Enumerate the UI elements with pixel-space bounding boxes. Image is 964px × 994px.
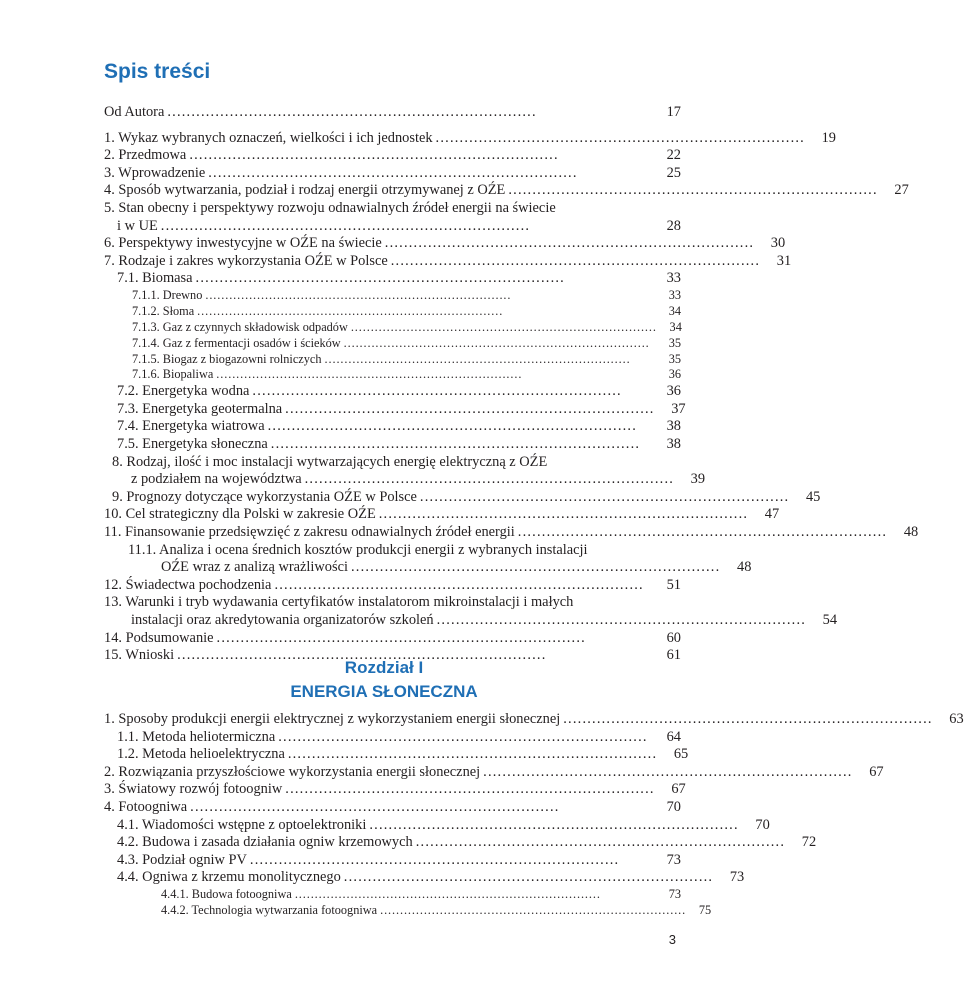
toc-page-number: 48 bbox=[903, 524, 919, 541]
toc-page-number: 70 bbox=[755, 816, 770, 833]
dot-leader: ............................................................................. bbox=[190, 798, 560, 815]
toc-entry-title: 4.1. Wiadomości wstępne z optoelektroniki bbox=[117, 816, 367, 833]
toc-entry[interactable] bbox=[0, 367, 768, 383]
toc-page-number: 73 bbox=[729, 869, 745, 886]
toc-page-number: 60 bbox=[666, 629, 681, 646]
toc-entry-title: 7.4. Energetyka wiatrowa bbox=[117, 418, 265, 435]
toc-entry[interactable] bbox=[0, 488, 821, 507]
dot-leader: ............................................................................. bbox=[197, 303, 504, 318]
dot-leader: ............................................................................. bbox=[419, 488, 790, 505]
toc-entry[interactable] bbox=[0, 746, 768, 764]
chapter-title: ENERGIA SŁONECZNA bbox=[290, 682, 478, 701]
toc-entry[interactable] bbox=[0, 270, 768, 288]
toc-entry[interactable] bbox=[0, 524, 919, 542]
toc-page-number: 67 bbox=[671, 781, 686, 798]
dot-leader: ............................................................................. bbox=[285, 400, 655, 417]
toc-entry-title: 11. Finansowanie przedsięwzięć z zakresu odnawialnych źródeł energii bbox=[104, 524, 515, 541]
toc-entry-title: 7.1.6. Biopaliwa bbox=[132, 367, 214, 382]
dot-leader: ............................................................................. bbox=[378, 506, 749, 523]
dot-leader: ............................................................................. bbox=[189, 147, 559, 164]
toc-entry[interactable] bbox=[0, 799, 768, 817]
toc-entry-title: 4.2. Budowa i zasada działania ogniw krzemowych bbox=[117, 834, 413, 851]
toc-page-number: 36 bbox=[668, 367, 681, 382]
toc-entry-title: i w UE bbox=[117, 217, 158, 234]
toc-page-number: 33 bbox=[666, 270, 681, 287]
dot-leader: ............................................................................. bbox=[435, 129, 805, 146]
dot-leader: ............................................................................. bbox=[205, 287, 512, 302]
dot-leader: ............................................................................. bbox=[517, 524, 888, 541]
toc-entry-title: 7. Rodzaje i zakres wykorzystania OŹE w Polsce bbox=[104, 252, 388, 269]
dot-leader: ............................................................................. bbox=[249, 851, 620, 868]
dot-leader: ............................................................................. bbox=[274, 576, 644, 593]
toc-entry[interactable] bbox=[0, 336, 768, 352]
dot-leader: ............................................................................. bbox=[384, 235, 755, 252]
toc-entry-title: 1.1. Metoda heliotermiczna bbox=[117, 728, 276, 745]
toc-page-number: 30 bbox=[770, 235, 786, 252]
page-title: Spis treści bbox=[104, 60, 211, 83]
toc-entry-title: 7.5. Energetyka słoneczna bbox=[117, 436, 268, 453]
dot-leader: ............................................................................. bbox=[208, 164, 578, 181]
toc-entry[interactable] bbox=[0, 218, 768, 236]
toc-page-number: 28 bbox=[666, 217, 681, 234]
toc-entry[interactable] bbox=[0, 200, 768, 218]
toc-page-number: 54 bbox=[822, 612, 838, 628]
toc-entry-title: 13. Warunki i tryb wydawania certyfikatów instalatorom mikroinstalacji i małych bbox=[104, 594, 574, 611]
toc-entry-title: 4. Fotoogniwa bbox=[104, 798, 188, 815]
toc-entry-title: 7.3. Energetyka geotermalna bbox=[117, 400, 283, 417]
toc-page-number: 73 bbox=[666, 851, 681, 868]
toc-entry-title: 3. Wprowadzenie bbox=[104, 164, 206, 181]
toc-entry-title: Od Autora bbox=[104, 104, 165, 120]
toc-main-list bbox=[0, 104, 919, 665]
dot-leader: ............................................................................. bbox=[343, 335, 650, 350]
toc-entry[interactable] bbox=[0, 471, 768, 489]
toc-entry[interactable] bbox=[0, 781, 768, 799]
toc-entry-title: 14. Podsumowanie bbox=[104, 629, 214, 646]
dot-leader: ............................................................................. bbox=[483, 763, 853, 780]
toc-page-number: 31 bbox=[776, 252, 792, 269]
toc-entry-title: 2. Rozwiązania przyszłościowe wykorzystania energii słonecznej bbox=[104, 763, 481, 780]
toc-page-number: 51 bbox=[666, 576, 681, 593]
toc-entry[interactable] bbox=[0, 506, 780, 524]
dot-leader: ............................................................................. bbox=[287, 746, 658, 763]
toc-entry[interactable] bbox=[0, 383, 768, 401]
toc-entry-title: 4.3. Podział ogniw PV bbox=[117, 851, 247, 868]
toc-page-number: 72 bbox=[801, 834, 817, 851]
toc-entry-title: z podziałem na województwa bbox=[131, 471, 302, 488]
toc-entry-title: 4. Sposób wytwarzania, podział i rodzaj energii otrzymywanej z OŹE bbox=[104, 182, 506, 199]
toc-page-number: 63 bbox=[949, 711, 964, 727]
toc-entry[interactable] bbox=[0, 401, 768, 419]
dot-leader: ............................................................................. bbox=[177, 647, 547, 664]
toc-entry[interactable] bbox=[0, 182, 909, 200]
toc-entry[interactable] bbox=[0, 763, 884, 782]
dot-leader: ............................................................................. bbox=[324, 351, 631, 366]
toc-entry-title: 1. Sposoby produkcji energii elektrycznej z wykorzystaniem energii słonecznej bbox=[104, 711, 561, 727]
dot-leader: ............................................................................. bbox=[343, 869, 714, 886]
toc-entry-title: 4.4. Ogniwa z krzemu monolitycznego bbox=[117, 869, 341, 886]
toc-entry[interactable] bbox=[0, 288, 768, 304]
dot-leader: ............................................................................. bbox=[270, 436, 641, 453]
toc-entry-title: 7.1.3. Gaz z czynnych składowisk odpadów bbox=[132, 319, 348, 334]
toc-page-number: 19 bbox=[821, 129, 836, 146]
toc-entry-title: 9. Prognozy dotyczące wykorzystania OŹE w Polsce bbox=[112, 488, 417, 505]
toc-page-number: 36 bbox=[666, 383, 681, 400]
toc-page-number: 38 bbox=[666, 418, 681, 435]
toc-page-number: 61 bbox=[666, 647, 681, 664]
toc-page-number: 39 bbox=[690, 471, 706, 488]
toc-entry[interactable] bbox=[0, 418, 768, 436]
toc-entry[interactable] bbox=[0, 454, 768, 472]
toc-entry[interactable] bbox=[0, 129, 836, 148]
dot-leader: ............................................................................. bbox=[350, 319, 657, 334]
toc-entry[interactable] bbox=[0, 577, 768, 595]
toc-entry-title: 4.4.2. Technologia wytwarzania fotoogniwa bbox=[161, 902, 378, 917]
dot-leader: ............................................................................. bbox=[267, 418, 638, 435]
toc-entry-title: 3. Światowy rozwój fotoogniw bbox=[104, 781, 283, 798]
toc-entry-title: 4.4.1. Budowa fotoogniwa bbox=[161, 886, 292, 901]
toc-entry[interactable] bbox=[0, 817, 768, 835]
toc-page-number: 35 bbox=[668, 335, 681, 350]
toc-entry-title: 6. Perspektywy inwestycyjne w OŹE na świecie bbox=[104, 235, 382, 252]
toc-entry[interactable] bbox=[0, 594, 768, 612]
toc-page-number: 33 bbox=[668, 287, 681, 302]
toc-entry[interactable] bbox=[0, 729, 768, 747]
toc-page-number: 65 bbox=[673, 746, 689, 763]
toc-entry-title: 8. Rodzaj, ilość i moc instalacji wytwarzających energię elektryczną z OŹE bbox=[112, 453, 548, 470]
toc-entry-title: 7.2. Energetyka wodna bbox=[117, 383, 250, 400]
toc-chapter-list bbox=[0, 711, 964, 919]
toc-entry[interactable] bbox=[0, 711, 964, 729]
toc-entry-title: 12. Świadectwa pochodzenia bbox=[104, 576, 272, 593]
dot-leader: ............................................................................. bbox=[160, 217, 531, 234]
toc-page-number: 45 bbox=[805, 488, 821, 505]
toc-entry[interactable] bbox=[0, 147, 768, 165]
toc-entry-title: 7.1.4. Gaz z fermentacji osadów i ścieków bbox=[132, 335, 341, 350]
dot-leader: ............................................................................. bbox=[216, 629, 586, 646]
dot-leader: ............................................................................. bbox=[252, 383, 622, 400]
toc-page-number: 25 bbox=[666, 164, 681, 181]
toc-entry[interactable] bbox=[0, 630, 768, 648]
dot-leader: ............................................................................. bbox=[350, 559, 721, 576]
dot-leader: ............................................................................. bbox=[278, 728, 648, 745]
toc-page-number: 22 bbox=[666, 147, 681, 164]
dot-leader: ............................................................................. bbox=[415, 834, 786, 851]
toc-page-number: 27 bbox=[894, 182, 909, 199]
toc-page-number: 67 bbox=[869, 763, 884, 780]
chapter-label: Rozdział I bbox=[344, 658, 424, 677]
toc-entry[interactable] bbox=[0, 834, 817, 852]
dot-leader: ............................................................................. bbox=[369, 816, 739, 833]
toc-entry-title: 1. Wykaz wybranych oznaczeń, wielkości i ich jednostek bbox=[104, 129, 433, 146]
toc-entry[interactable] bbox=[0, 104, 768, 122]
toc-entry[interactable] bbox=[0, 352, 768, 368]
toc-page-number: 38 bbox=[666, 436, 681, 453]
toc-entry-title: 15. Wnioski bbox=[104, 647, 175, 664]
toc-page-number: 47 bbox=[764, 506, 780, 523]
toc-entry[interactable] bbox=[0, 320, 768, 336]
toc-entry[interactable] bbox=[0, 869, 768, 887]
toc-entry-title: 7.1. Biomasa bbox=[117, 270, 193, 287]
dot-leader: ............................................................................. bbox=[563, 711, 933, 727]
toc-entry[interactable] bbox=[0, 612, 838, 630]
dot-leader: ............................................................................. bbox=[380, 902, 687, 917]
page-number: 3 bbox=[668, 932, 676, 947]
toc-page-number: 73 bbox=[668, 886, 681, 901]
toc-entry-title: 10. Cel strategiczny dla Polski w zakresie OŹE bbox=[104, 506, 376, 523]
toc-entry-title: 7.1.2. Słoma bbox=[132, 303, 195, 318]
toc-page-number: 70 bbox=[666, 798, 681, 815]
toc-entry[interactable] bbox=[0, 235, 786, 253]
dot-leader: ............................................................................. bbox=[167, 104, 537, 120]
toc-entry[interactable] bbox=[0, 436, 768, 454]
dot-leader: ............................................................................. bbox=[304, 471, 675, 488]
toc-entry-title: 11.1. Analiza i ocena średnich kosztów produkcji energii z wybranych instalacji bbox=[128, 541, 588, 558]
toc-entry-title: instalacji oraz akredytowania organizatorów szkoleń bbox=[131, 612, 434, 628]
toc-entry[interactable] bbox=[0, 165, 768, 183]
dot-leader: ............................................................................. bbox=[216, 367, 523, 382]
toc-entry-title: OŹE wraz z analizą wrażliwości bbox=[161, 559, 348, 576]
toc-page-number: 37 bbox=[671, 400, 686, 417]
toc-entry[interactable] bbox=[0, 887, 768, 903]
toc-page-number: 48 bbox=[737, 559, 752, 576]
toc-entry[interactable] bbox=[0, 559, 768, 577]
toc-page-number: 17 bbox=[666, 104, 681, 120]
dot-leader: ............................................................................. bbox=[285, 781, 655, 798]
dot-leader: ............................................................................. bbox=[508, 182, 878, 199]
toc-page-number: 64 bbox=[666, 728, 681, 745]
toc-page-number: 34 bbox=[668, 303, 681, 318]
toc-entry-title: 7.1.5. Biogaz z biogazowni rolniczych bbox=[132, 351, 322, 366]
toc-entry[interactable] bbox=[0, 852, 768, 870]
toc-entry[interactable] bbox=[0, 304, 768, 320]
toc-entry[interactable] bbox=[0, 542, 768, 560]
toc-entry[interactable] bbox=[0, 903, 768, 919]
dot-leader: ............................................................................. bbox=[390, 252, 761, 269]
dot-leader: ............................................................................. bbox=[436, 612, 807, 628]
toc-page-number: 75 bbox=[698, 902, 712, 917]
dot-leader: ............................................................................. bbox=[294, 886, 601, 901]
toc-entry-title: 2. Przedmowa bbox=[104, 147, 187, 164]
toc-entry[interactable] bbox=[0, 252, 792, 271]
toc-entry-title: 5. Stan obecny i perspektywy rozwoju odnawialnych źródeł energii na świecie bbox=[104, 199, 556, 216]
dot-leader: ............................................................................. bbox=[195, 270, 565, 287]
toc-page-number: 35 bbox=[668, 351, 681, 366]
toc-entry-title: 7.1.1. Drewno bbox=[132, 287, 203, 302]
toc-page-number: 34 bbox=[669, 319, 682, 334]
toc-entry-title: 1.2. Metoda helioelektryczna bbox=[117, 746, 285, 763]
